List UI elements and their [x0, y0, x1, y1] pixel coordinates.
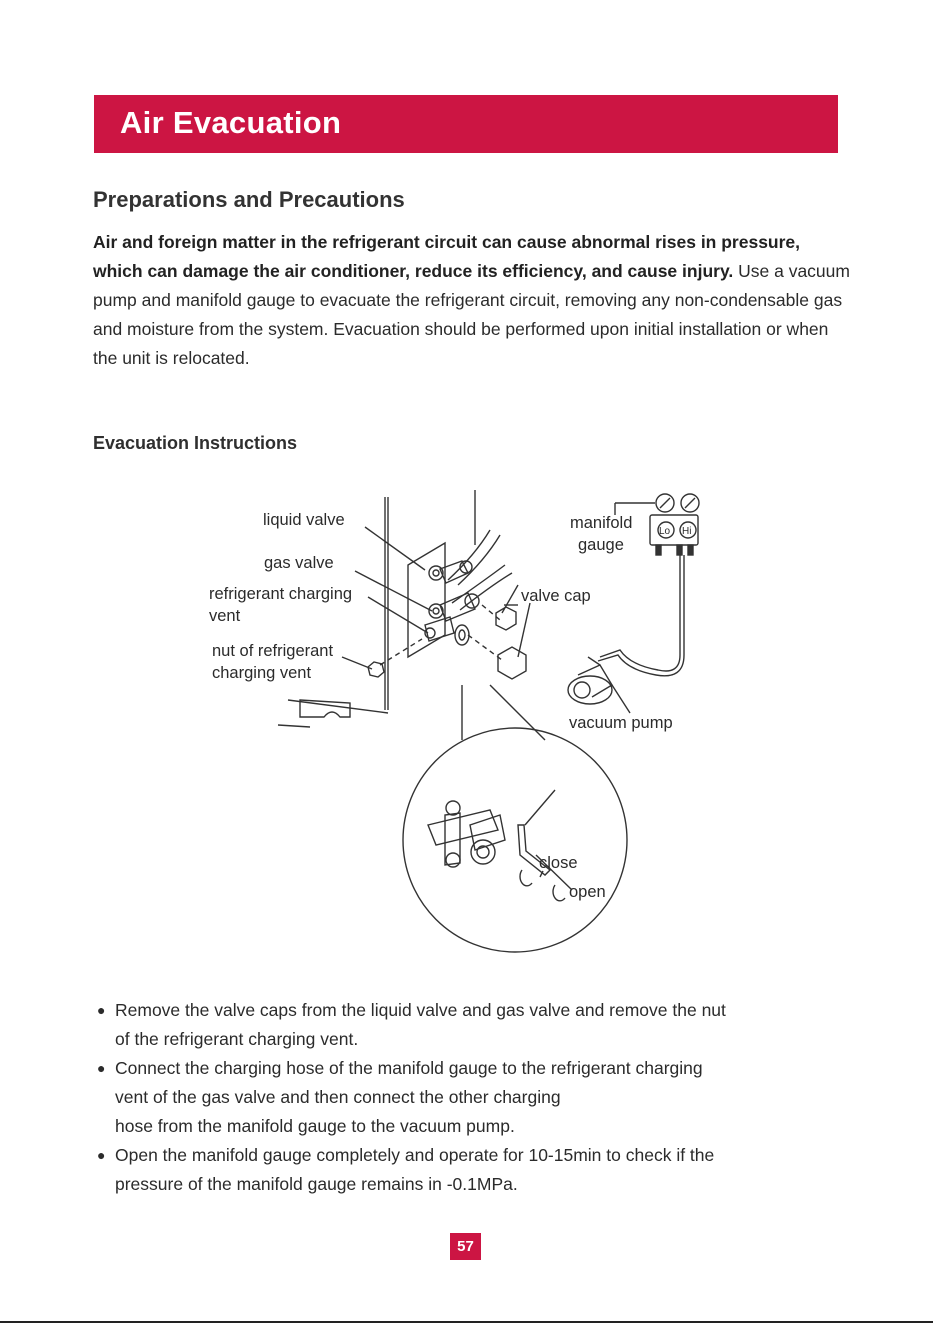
- intro-body: Use a vacuum pump and manifold gauge to evacuate the refrigerant circuit, removing any non-condensable gas and moisture from the system. Evacuation should be performed upon initial installation or when the unit is relocated.: [93, 261, 850, 368]
- label-lo: Lo: [659, 526, 671, 537]
- instruction-line: pressure of the manifold gauge remains in -0.1MPa.: [115, 1174, 518, 1194]
- bullet-icon: ●: [97, 1060, 106, 1076]
- instruction-line: hose from the manifold gauge to the vacuum pump.: [115, 1116, 515, 1136]
- label-vacuum-pump: vacuum pump: [569, 714, 673, 732]
- page-title: Air Evacuation: [120, 105, 342, 140]
- instruction-line: of the refrigerant charging vent.: [115, 1029, 359, 1049]
- evacuation-diagram: [200, 485, 700, 965]
- label-manifold-2: gauge: [578, 536, 624, 554]
- instructions-heading: Evacuation Instructions: [93, 433, 298, 453]
- section-heading: Preparations and Precautions: [93, 187, 405, 212]
- label-liquid-valve: liquid valve: [263, 511, 345, 529]
- label-hi: Hi: [682, 526, 692, 537]
- instruction-line: Open the manifold gauge completely and operate for 10-15min to check if the: [115, 1145, 715, 1165]
- bullet-icon: ●: [97, 1147, 106, 1163]
- label-charging-vent-2: vent: [209, 607, 241, 625]
- instruction-list: [97, 996, 857, 1199]
- label-manifold: manifold: [570, 514, 633, 532]
- instruction-line: vent of the gas valve and then connect the other charging: [115, 1087, 561, 1107]
- intro-paragraph: [93, 228, 853, 373]
- bottom-rule: [0, 1321, 933, 1323]
- label-valve-cap: valve cap: [521, 587, 591, 605]
- label-nut-2: charging vent: [212, 664, 312, 682]
- label-open: open: [569, 883, 606, 901]
- label-nut: nut of refrigerant: [212, 642, 334, 660]
- label-charging-vent: refrigerant charging: [209, 585, 353, 603]
- bullet-icon: ●: [97, 1002, 106, 1018]
- instruction-item: [97, 996, 857, 1054]
- instruction-line: Remove the valve caps from the liquid valve and gas valve and remove the nut: [115, 1000, 726, 1020]
- label-gas-valve: gas valve: [264, 554, 334, 572]
- instruction-item: [97, 1141, 857, 1199]
- title-banner: [94, 95, 838, 153]
- instruction-item: [97, 1054, 857, 1141]
- instruction-line: Connect the charging hose of the manifold gauge to the refrigerant charging: [115, 1058, 703, 1078]
- page-number: 57: [450, 1233, 481, 1260]
- label-close: close: [539, 854, 578, 872]
- intro-warning: Air and foreign matter in the refrigerant circuit can cause abnormal rises in pressure, which can damage the air conditioner, reduce its efficiency, and cause injury.: [93, 232, 801, 281]
